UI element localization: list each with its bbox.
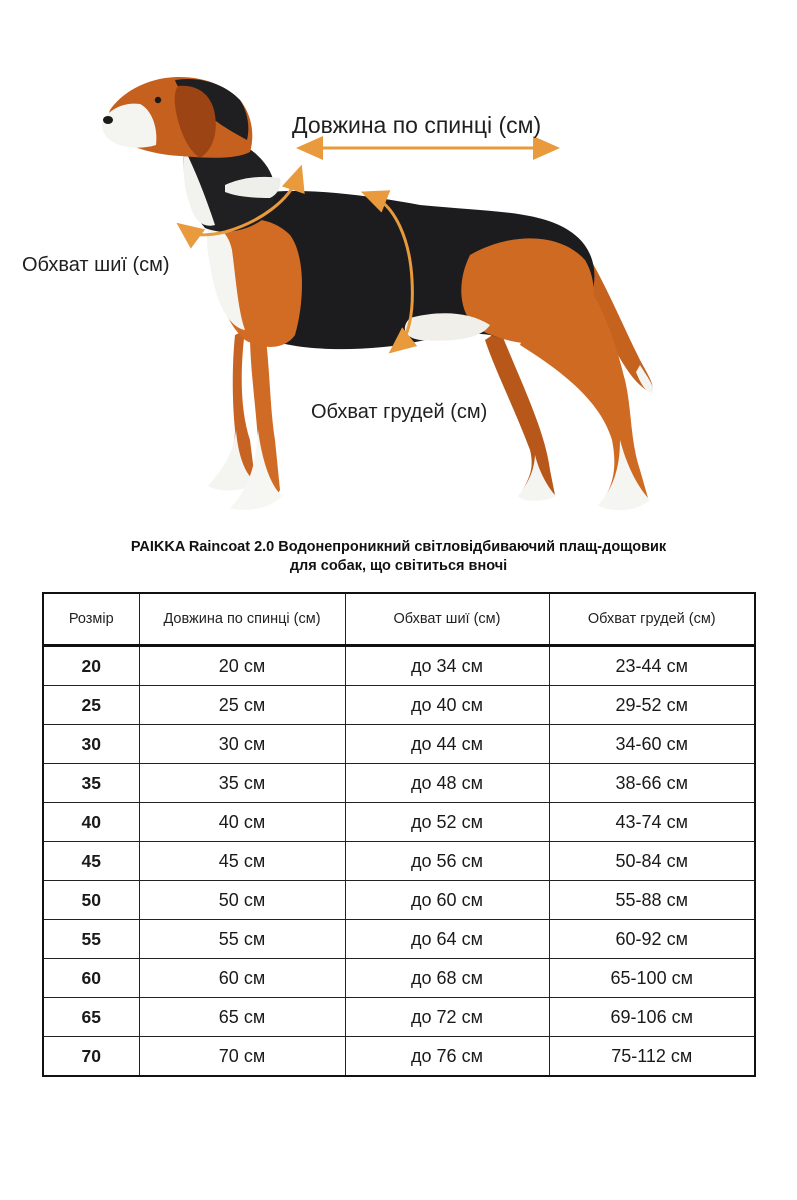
cell-size: 20 (43, 646, 139, 686)
table-row (43, 842, 755, 881)
table-header-row (43, 593, 755, 646)
cell-size: 30 (43, 725, 139, 764)
cell-back-length: 40 см (139, 803, 345, 842)
cell-chest-girth: 75-112 см (549, 1037, 755, 1077)
header-back-length: Довжина по спинці (см) (139, 593, 345, 646)
cell-neck-girth: до 76 см (345, 1037, 549, 1077)
cell-neck-girth: до 64 см (345, 920, 549, 959)
cell-back-length: 45 см (139, 842, 345, 881)
header-neck-girth: Обхват шиї (см) (345, 593, 549, 646)
cell-size: 45 (43, 842, 139, 881)
cell-back-length: 50 см (139, 881, 345, 920)
cell-back-length: 30 см (139, 725, 345, 764)
cell-size: 40 (43, 803, 139, 842)
cell-neck-girth: до 60 см (345, 881, 549, 920)
cell-chest-girth: 29-52 см (549, 686, 755, 725)
table-row (43, 646, 755, 686)
back-length-label: Довжина по спинці (см) (292, 112, 542, 138)
cell-neck-girth: до 48 см (345, 764, 549, 803)
cell-chest-girth: 50-84 см (549, 842, 755, 881)
neck-girth-label: Обхват шиї (см) (22, 254, 170, 276)
product-title-line-2: для собак, що світиться вночі (289, 558, 508, 574)
cell-chest-girth: 65-100 см (549, 959, 755, 998)
cell-size: 55 (43, 920, 139, 959)
cell-neck-girth: до 40 см (345, 686, 549, 725)
cell-chest-girth: 43-74 см (549, 803, 755, 842)
table-row (43, 881, 755, 920)
cell-chest-girth: 38-66 см (549, 764, 755, 803)
cell-chest-girth: 55-88 см (549, 881, 755, 920)
cell-chest-girth: 23-44 см (549, 646, 755, 686)
cell-neck-girth: до 52 см (345, 803, 549, 842)
table-row (43, 725, 755, 764)
table-row (43, 1037, 755, 1077)
cell-chest-girth: 60-92 см (549, 920, 755, 959)
table-row (43, 998, 755, 1037)
cell-back-length: 25 см (139, 686, 345, 725)
chest-girth-label: Обхват грудей (см) (311, 401, 488, 423)
cell-back-length: 35 см (139, 764, 345, 803)
cell-back-length: 20 см (139, 646, 345, 686)
table-row (43, 803, 755, 842)
cell-size: 60 (43, 959, 139, 998)
cell-back-length: 55 см (139, 920, 345, 959)
cell-neck-girth: до 68 см (345, 959, 549, 998)
cell-size: 50 (43, 881, 139, 920)
cell-back-length: 65 см (139, 998, 345, 1037)
cell-neck-girth: до 44 см (345, 725, 549, 764)
cell-neck-girth: до 34 см (345, 646, 549, 686)
cell-size: 70 (43, 1037, 139, 1077)
header-size: Розмір (43, 593, 139, 646)
cell-chest-girth: 69-106 см (549, 998, 755, 1037)
header-chest-girth: Обхват грудей (см) (549, 593, 755, 646)
cell-neck-girth: до 56 см (345, 842, 549, 881)
table-row (43, 920, 755, 959)
cell-back-length: 60 см (139, 959, 345, 998)
table-row (43, 686, 755, 725)
cell-size: 25 (43, 686, 139, 725)
cell-size: 65 (43, 998, 139, 1037)
dog-measurement-figure (0, 0, 797, 530)
size-chart-table (42, 592, 756, 1077)
cell-size: 35 (43, 764, 139, 803)
cell-back-length: 70 см (139, 1037, 345, 1077)
table-row (43, 764, 755, 803)
table-row (43, 959, 755, 998)
product-title-line-1: PAIKKA Raincoat 2.0 Водонепроникний світловідбиваючий плащ-дощовик (130, 539, 667, 555)
table-body (43, 646, 755, 1077)
cell-neck-girth: до 72 см (345, 998, 549, 1037)
cell-chest-girth: 34-60 см (549, 725, 755, 764)
product-title (0, 538, 797, 576)
